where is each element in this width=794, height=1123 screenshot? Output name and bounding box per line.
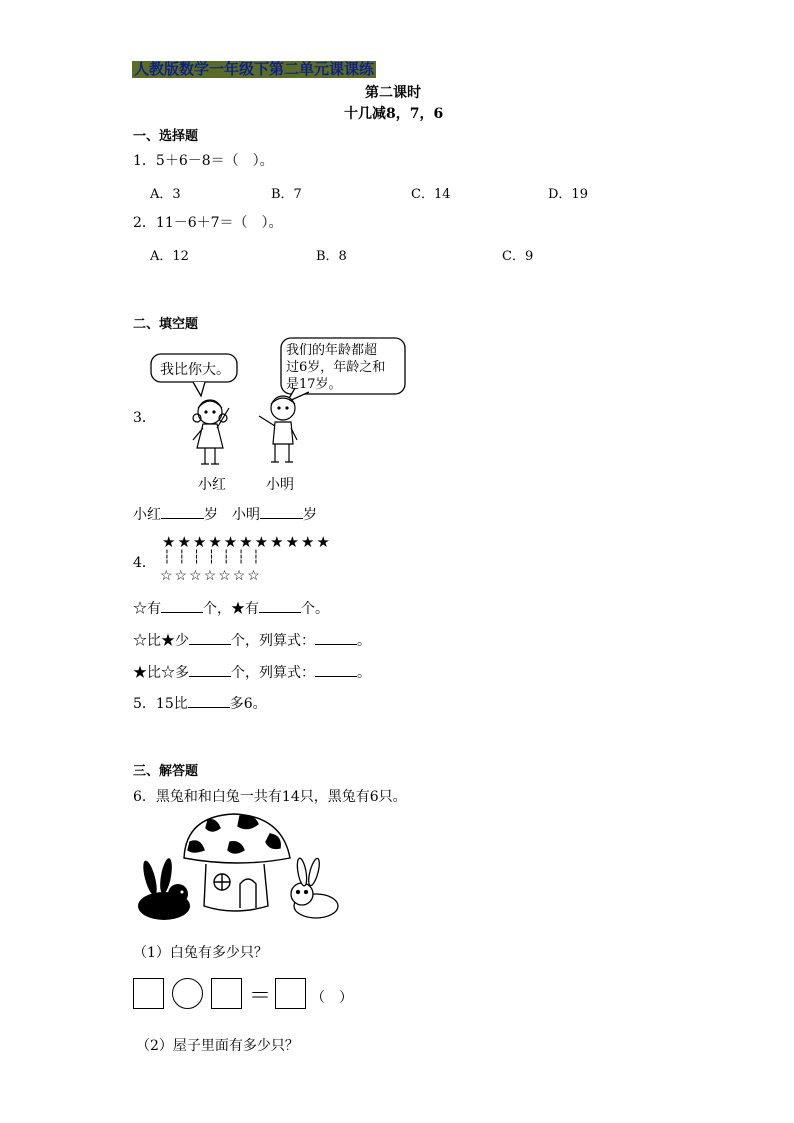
- q4-black-stars: ★★★★★★★★★★★: [162, 533, 332, 551]
- q4-line3-text-a: ★比☆多: [133, 665, 189, 681]
- q5-blank[interactable]: [188, 707, 230, 708]
- girl-name-label: 小红: [198, 477, 226, 493]
- operator-circle[interactable]: [172, 978, 203, 1009]
- mushroom-house-icon: [184, 814, 290, 911]
- q4-line1-text-c: 个。: [301, 601, 329, 617]
- q1-option-c: C．14: [411, 187, 451, 202]
- q3-answer-line: [133, 504, 317, 524]
- q5-text-b: 多6。: [229, 696, 267, 712]
- lesson-title: 第二课时: [365, 85, 421, 101]
- q4-line-2: [133, 630, 371, 650]
- q6-illustration: [130, 810, 350, 930]
- topic-title: 十几减8，7，6: [344, 106, 444, 122]
- q5-line: [133, 693, 267, 713]
- answer-box-2[interactable]: [211, 978, 242, 1009]
- girl-speech-bubble-text: 我比你大。: [160, 362, 230, 378]
- boy-figure: [259, 396, 297, 462]
- q4-line3-text-c: 。: [357, 665, 371, 681]
- q4-blank-black-count[interactable]: [259, 612, 301, 613]
- equals-sign: ＝: [249, 984, 272, 1009]
- q3-answer-text-a: 小红: [133, 507, 161, 523]
- q6-sub2: （2）屋子里面有多少只？: [136, 1038, 299, 1054]
- unit-paren[interactable]: （ ）: [311, 990, 353, 1006]
- q3-blank-xiaoming[interactable]: [260, 518, 303, 519]
- answer-box-result[interactable]: [275, 978, 306, 1009]
- boy-name-label: 小明: [266, 477, 294, 493]
- q4-line2-text-b: 个，列算式：: [231, 633, 315, 649]
- q2-option-b: B．8: [316, 249, 347, 264]
- section2-title: 二、填空题: [133, 317, 199, 332]
- q1-option-d: D．19: [548, 187, 588, 202]
- q5-text-a: 5．15比: [133, 696, 188, 712]
- q4-blank-fewer[interactable]: [189, 644, 231, 645]
- q4-line-3: [133, 662, 371, 682]
- black-rabbit-icon: [138, 857, 190, 920]
- q6-stem: 6．黑兔和和白兔一共有14只，黑兔有6只。: [133, 789, 407, 805]
- q4-number: 4．: [133, 555, 156, 571]
- q4-blank-formula-fewer[interactable]: [315, 644, 357, 645]
- q4-line1-text-b: 个，★有: [203, 601, 259, 617]
- q4-line2-text-c: 。: [357, 633, 371, 649]
- worksheet-banner: 人教版数学一年级下第二单元课课练: [134, 60, 375, 78]
- q4-blank-white-count[interactable]: [161, 612, 203, 613]
- q3-answer-text-b: 岁 小明: [204, 507, 260, 523]
- q4-dashes: ┆┆┆┆┆┆┆: [163, 550, 267, 565]
- q1-option-a: A．3: [150, 187, 181, 202]
- q2-option-c: C．9: [502, 249, 534, 264]
- girl-figure: [193, 400, 229, 464]
- q3-answer-text-c: 岁: [303, 507, 317, 523]
- q1-stem: 1．5＋6－8＝（ ）。: [133, 153, 274, 169]
- q4-line2-text-a: ☆比★少: [133, 633, 189, 649]
- q4-blank-more[interactable]: [189, 676, 231, 677]
- q4-line-1: [133, 598, 329, 618]
- white-rabbit-icon: [291, 857, 338, 918]
- q4-blank-formula-more[interactable]: [315, 676, 357, 677]
- q1-option-b: B．7: [271, 187, 302, 202]
- q4-line3-text-b: 个，列算式：: [231, 665, 315, 681]
- q4-white-stars: ☆☆☆☆☆☆☆: [160, 568, 262, 584]
- boy-speech-bubble-text: [286, 342, 385, 393]
- boy-bubble-line-2: 过6岁，年龄之和: [286, 360, 386, 375]
- q3-blank-xiaohong[interactable]: [161, 518, 204, 519]
- q6-sub1: （1）白兔有多少只？: [133, 945, 268, 961]
- q4-line1-text-a: ☆有: [133, 601, 161, 617]
- q2-option-a: A．12: [150, 249, 189, 264]
- boy-bubble-line-1: 我们的年龄都超: [286, 343, 378, 358]
- q3-number: 3．: [133, 410, 156, 426]
- answer-box-1[interactable]: [133, 978, 164, 1009]
- section3-title: 三、解答题: [133, 764, 199, 779]
- section1-title: 一、选择题: [133, 129, 199, 144]
- q2-stem: 2．11－6＋7＝（ ）。: [133, 215, 283, 231]
- boy-bubble-line-3: 是17岁。: [286, 377, 342, 392]
